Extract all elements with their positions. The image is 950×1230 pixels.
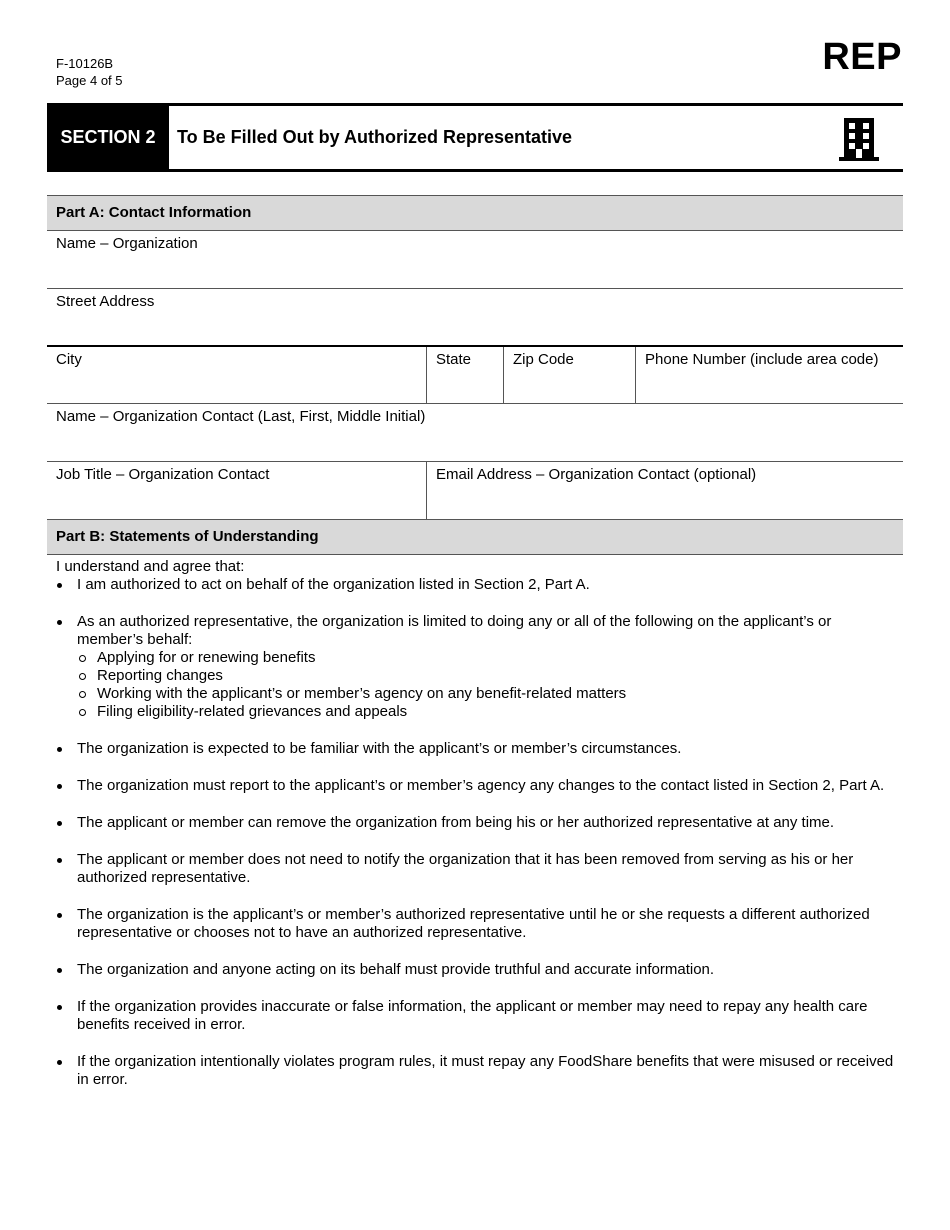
job-title-field[interactable]: [47, 462, 427, 520]
state-label: State: [436, 351, 472, 368]
statement-item: I am authorized to act on behalf of the organization listed in Section 2, Part A.: [77, 576, 896, 594]
statement-item: The organization is the applicant’s or member’s authorized representative until he or she requests a different authorized representative or chooses not to have an authorized representative.: [77, 906, 896, 942]
job-email-row: [47, 462, 903, 520]
org-name-field[interactable]: [47, 231, 903, 288]
zip-label: Zip Code: [513, 351, 574, 368]
org-name-row: [47, 231, 903, 289]
contact-name-row: [47, 404, 903, 462]
statements-list: [56, 576, 896, 1089]
street-row: [47, 289, 903, 347]
street-address-field[interactable]: [47, 289, 903, 345]
city-label: City: [56, 351, 82, 368]
sub-item: Working with the applicant’s or member’s agency on any benefit-related matters: [97, 685, 896, 703]
phone-field[interactable]: [635, 347, 903, 403]
statement-item: The organization and anyone acting on its behalf must provide truthful and accurate information.: [77, 961, 896, 979]
sub-item: Filing eligibility-related grievances and appeals: [97, 703, 896, 721]
city-row: [47, 347, 903, 404]
section-header: [47, 103, 903, 172]
section-title: To Be Filled Out by Authorized Representative: [177, 127, 573, 147]
statement-item: If the organization intentionally violates program rules, it must repay any FoodShare benefits that were misused or received in error.: [77, 1053, 896, 1089]
statements-intro: I understand and agree that:: [56, 558, 245, 575]
form-number: F-10126B: [56, 56, 114, 71]
org-name-label: Name – Organization: [56, 235, 198, 252]
part-b-header: Part B: Statements of Understanding: [47, 519, 903, 555]
sub-item: Reporting changes: [97, 667, 896, 685]
sub-item: Applying for or renewing benefits: [97, 649, 896, 667]
zip-field[interactable]: [503, 347, 636, 403]
street-address-label: Street Address: [56, 293, 155, 310]
form-identifier: [56, 55, 123, 89]
statement-item: If the organization provides inaccurate or false information, the applicant or member may need to repay any health care benefits received in error.: [77, 998, 896, 1034]
page-info: Page 4 of 5: [56, 73, 123, 88]
contact-name-field[interactable]: [47, 404, 903, 461]
statement-sublist: [77, 649, 896, 721]
form-code: REP: [822, 36, 902, 78]
statements-section: [56, 558, 896, 1108]
statement-item: [77, 613, 896, 721]
section-label: SECTION 2: [47, 106, 169, 169]
state-field[interactable]: [426, 347, 503, 403]
building-icon: [839, 116, 879, 162]
contact-name-label: Name – Organization Contact (Last, First, Middle Initial): [56, 408, 426, 425]
city-field[interactable]: [47, 347, 427, 403]
statement-item: The applicant or member can remove the organization from being his or her authorized representative at any time.: [77, 814, 896, 832]
phone-label: Phone Number (include area code): [645, 351, 879, 368]
statement-item: The organization must report to the applicant’s or member’s agency any changes to the contact listed in Section 2, Part A.: [77, 777, 896, 795]
statement-item: The applicant or member does not need to notify the organization that it has been removed from serving as his or her authorized representative.: [77, 851, 896, 887]
statement-text: As an authorized representative, the organization is limited to doing any or all of the following on the applicant’s or member’s behalf:: [77, 613, 832, 648]
email-label: Email Address – Organization Contact (optional): [436, 466, 757, 483]
email-field[interactable]: [426, 462, 903, 520]
part-a-header: Part A: Contact Information: [47, 195, 903, 231]
statement-item: The organization is expected to be familiar with the applicant’s or member’s circumstances.: [77, 740, 896, 758]
job-title-label: Job Title – Organization Contact: [56, 466, 270, 483]
